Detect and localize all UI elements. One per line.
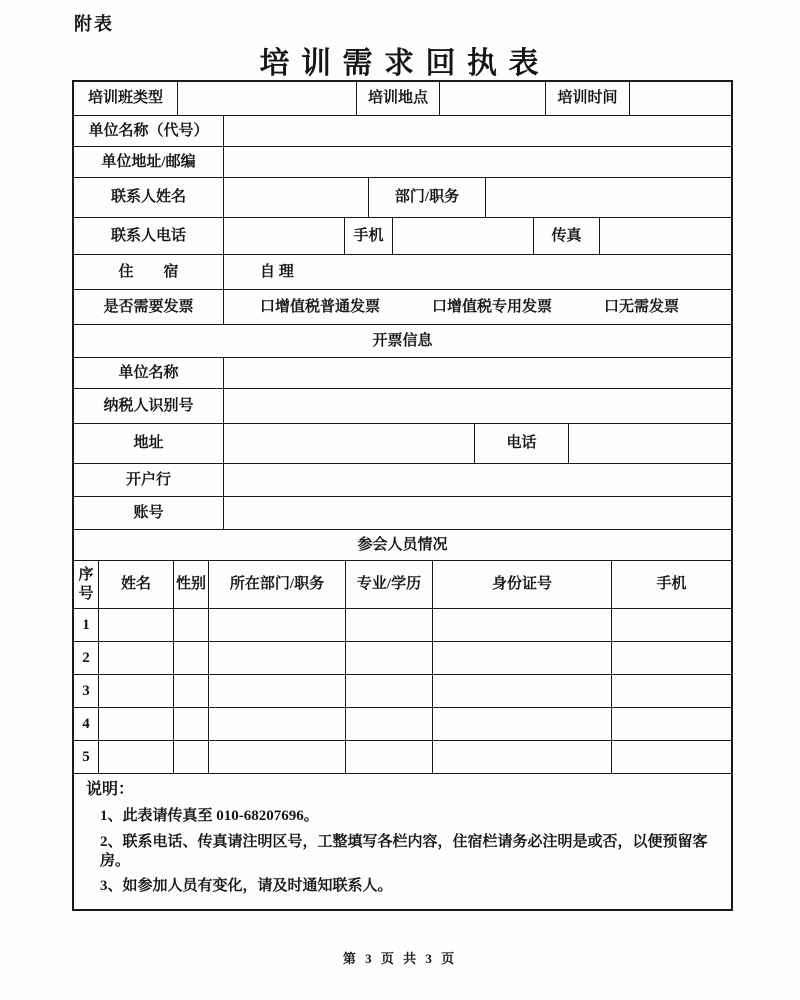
- training-time-value: [630, 82, 731, 115]
- participant-id-value: [433, 642, 612, 674]
- contact-phone-value: [224, 218, 345, 254]
- training-time-label: 培训时间: [546, 82, 630, 115]
- invoice-unit-name-value: [224, 358, 731, 388]
- row-invoice-address: [74, 424, 731, 464]
- row-invoice-question: [74, 290, 731, 325]
- header-gender: 性别: [174, 561, 209, 608]
- notes-block: [74, 774, 731, 909]
- invoice-unit-name-label: 单位名称: [74, 358, 224, 388]
- row-invoice-unit-name: [74, 358, 731, 389]
- header-id-number: 身份证号: [433, 561, 612, 608]
- participant-name-value: [99, 642, 174, 674]
- participant-row: [74, 741, 731, 774]
- invoice-phone-value: [569, 424, 731, 463]
- participant-seq-no: 4: [74, 708, 99, 740]
- participant-seq-no: 5: [74, 741, 99, 773]
- accommodation-value: 自 理: [260, 263, 294, 280]
- participant-mobile-value: [612, 741, 731, 773]
- unit-address-value: [224, 147, 731, 177]
- participant-gender-value: [174, 642, 209, 674]
- row-taxpayer-id: [74, 389, 731, 424]
- row-contact-phone: [74, 218, 731, 255]
- participant-gender-value: [174, 675, 209, 707]
- invoice-address-value: [224, 424, 475, 463]
- invoice-option-vat-special: 口增值税专用发票: [432, 298, 553, 315]
- invoice-options: [224, 290, 731, 324]
- account-value: [224, 497, 731, 529]
- mobile-label: 手机: [345, 218, 393, 254]
- participants-header-row: [74, 561, 731, 609]
- training-class-type-label: 培训班类型: [74, 82, 178, 115]
- page-number-footer: 第 3 页 共 3 页: [342, 951, 458, 966]
- unit-address-label: 单位地址/邮编: [74, 147, 224, 177]
- row-invoice-section-title: [74, 325, 731, 358]
- row-accommodation: [74, 255, 731, 290]
- participant-id-value: [433, 708, 612, 740]
- participant-gender-value: [174, 708, 209, 740]
- row-participants-section-title: [74, 530, 731, 561]
- participant-gender-value: [174, 609, 209, 641]
- participant-major-value: [346, 741, 433, 773]
- participant-mobile-value: [612, 609, 731, 641]
- department-label: 部门/职务: [369, 178, 486, 217]
- notes-title: 说明：: [86, 781, 135, 798]
- participant-row: [74, 708, 731, 741]
- row-training-class: [74, 82, 731, 116]
- header-department-position: 所在部门/职务: [209, 561, 346, 608]
- accommodation-label: 住 宿: [74, 255, 224, 289]
- participant-id-value: [433, 675, 612, 707]
- participant-major-value: [346, 642, 433, 674]
- participant-id-value: [433, 741, 612, 773]
- appendix-label: 附表: [74, 14, 114, 34]
- participants-section-title: 参会人员情况: [357, 536, 448, 553]
- participant-department-value: [209, 609, 346, 641]
- page-title: 培 训 需 求 回 执 表: [259, 47, 541, 80]
- row-bank: [74, 464, 731, 497]
- note-item-1: 1、此表请传真至 010-68207696。: [100, 808, 319, 824]
- participant-id-value: [433, 609, 612, 641]
- row-unit-name-code: [74, 116, 731, 147]
- row-account: [74, 497, 731, 530]
- invoice-option-none: 口无需发票: [604, 298, 680, 315]
- contact-name-label: 联系人姓名: [74, 178, 224, 217]
- contact-phone-label: 联系人电话: [74, 218, 224, 254]
- department-value: [486, 178, 731, 217]
- mobile-value: [393, 218, 534, 254]
- participant-department-value: [209, 642, 346, 674]
- invoice-section-title: 开票信息: [372, 332, 433, 349]
- taxpayer-id-value: [224, 389, 731, 423]
- note-item-2: 2、联系电话、传真请注明区号，工整填写各栏内容，住宿栏请务必注明是或否，以便预留客房。: [100, 833, 708, 869]
- contact-name-value: [224, 178, 369, 217]
- row-contact-name: [74, 178, 731, 218]
- participant-gender-value: [174, 741, 209, 773]
- participant-mobile-value: [612, 708, 731, 740]
- participant-major-value: [346, 708, 433, 740]
- participant-mobile-value: [612, 642, 731, 674]
- header-mobile: 手机: [656, 576, 687, 593]
- training-class-type-value: [178, 82, 357, 115]
- unit-name-code-value: [224, 116, 731, 146]
- participant-major-value: [346, 675, 433, 707]
- row-unit-address: [74, 147, 731, 178]
- participant-department-value: [209, 708, 346, 740]
- participant-name-value: [99, 609, 174, 641]
- taxpayer-id-label: 纳税人识别号: [74, 389, 224, 423]
- participant-department-value: [209, 741, 346, 773]
- header-major-education: 专业/学历: [346, 561, 433, 608]
- participant-department-value: [209, 675, 346, 707]
- bank-label: 开户行: [74, 464, 224, 496]
- participant-seq-no: 3: [74, 675, 99, 707]
- invoice-option-vat-general: 口增值税普通发票: [260, 298, 381, 315]
- participant-major-value: [346, 609, 433, 641]
- header-seq-no: 序号: [74, 561, 99, 608]
- invoice-phone-label: 电话: [475, 424, 569, 463]
- fax-value: [600, 218, 731, 254]
- participant-row: [74, 609, 731, 642]
- training-reply-form-table: [72, 80, 733, 911]
- training-location-value: [440, 82, 546, 115]
- training-location-label: 培训地点: [357, 82, 440, 115]
- unit-name-code-label: 单位名称（代号）: [74, 116, 224, 146]
- account-label: 账号: [74, 497, 224, 529]
- invoice-question-label: 是否需要发票: [74, 290, 224, 324]
- participant-seq-no: 2: [74, 642, 99, 674]
- header-name: 姓名: [99, 561, 174, 608]
- bank-value: [224, 464, 731, 496]
- participant-name-value: [99, 708, 174, 740]
- notes-row: [74, 774, 731, 909]
- note-item-3: 3、如参加人员有变化，请及时通知联系人。: [100, 878, 393, 895]
- invoice-address-label: 地址: [74, 424, 224, 463]
- participant-seq-no: 1: [74, 609, 99, 641]
- fax-label: 传真: [534, 218, 600, 254]
- participant-name-value: [99, 675, 174, 707]
- participant-mobile-value: [612, 675, 731, 707]
- participant-name-value: [99, 741, 174, 773]
- participant-row: [74, 642, 731, 675]
- participant-row: [74, 675, 731, 708]
